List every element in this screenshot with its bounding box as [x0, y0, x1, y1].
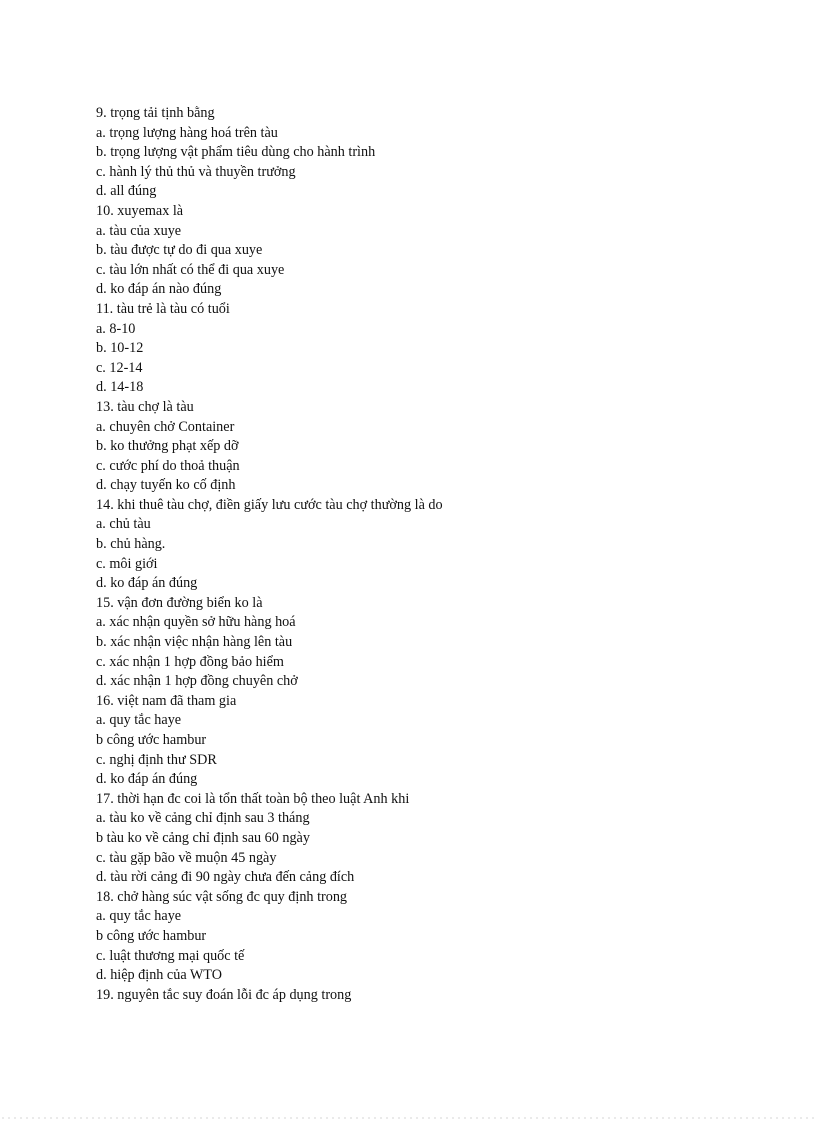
document-line: c. xác nhận 1 hợp đồng bảo hiểm — [96, 653, 284, 670]
document-line: a. tàu ko về cảng chỉ định sau 3 tháng — [96, 810, 310, 827]
document-line: 15. vận đơn đường biển ko là — [96, 594, 263, 611]
document-line: d. ko đáp án đúng — [96, 575, 198, 592]
document-line: d. chạy tuyến ko cố định — [96, 477, 236, 494]
document-line: d. xác nhận 1 hợp đồng chuyên chở — [96, 673, 298, 690]
document-line: d. tàu rời cảng đi 90 ngày chưa đến cảng đích — [96, 869, 355, 886]
document-line: b. chủ hàng. — [96, 536, 166, 553]
document-line: b. 10-12 — [96, 340, 144, 357]
document-line: d. ko đáp án nào đúng — [96, 281, 222, 298]
page-bottom-border — [0, 1117, 816, 1119]
document-line: b tàu ko về cảng chỉ định sau 60 ngày — [96, 829, 310, 846]
document-line: d. 14-18 — [96, 379, 144, 396]
document-line: c. hành lý thủ thủ và thuyền trưởng — [96, 163, 296, 180]
document-line: 17. thời hạn đc coi là tổn thất toàn bộ theo luật Anh khi — [96, 790, 410, 807]
document-line: c. nghị định thư SDR — [96, 751, 217, 768]
document-line: a. quy tắc haye — [96, 908, 182, 925]
document-line: 16. việt nam đã tham gia — [96, 692, 237, 709]
document-line: d. all đúng — [96, 183, 157, 200]
document-line: a. quy tắc haye — [96, 712, 182, 729]
document-line: c. luật thương mại quốc tế — [96, 947, 245, 964]
document-line: a. chủ tàu — [96, 516, 151, 533]
document-line: a. trọng lượng hàng hoá trên tàu — [96, 124, 278, 141]
document-line: a. tàu của xuye — [96, 222, 182, 239]
document-line: 18. chở hàng súc vật sống đc quy định trong — [96, 888, 348, 905]
document-line: b. trọng lượng vật phẩm tiêu dùng cho hành trình — [96, 144, 376, 161]
document-line: 19. nguyên tắc suy đoán lỗi đc áp dụng trong — [96, 986, 352, 1003]
document-line: b. tàu được tự do đi qua xuye — [96, 242, 263, 259]
document-line: 9. trọng tải tịnh bằng — [96, 105, 215, 121]
document-line: b công ước hambur — [96, 732, 207, 748]
document-line: a. 8-10 — [96, 320, 136, 337]
document-line: 14. khi thuê tàu chợ, điền giấy lưu cước tàu chợ thường là do — [96, 496, 443, 513]
document-body — [96, 104, 776, 1005]
document-line: a. xác nhận quyền sở hữu hàng hoá — [96, 614, 296, 631]
document-line: b. ko thưởng phạt xếp dỡ — [96, 438, 239, 455]
document-line: d. ko đáp án đúng — [96, 771, 198, 788]
document-line: 10. xuyemax là — [96, 202, 184, 219]
document-line: b công ước hambur — [96, 927, 207, 944]
document-line: a. chuyên chở Container — [96, 418, 235, 435]
document-line: c. tàu gặp bão về muộn 45 ngày — [96, 849, 277, 866]
document-line: 13. tàu chợ là tàu — [96, 398, 194, 415]
document-line: c. tàu lớn nhất có thể đi qua xuye — [96, 261, 285, 278]
document-line: c. môi giới — [96, 555, 158, 572]
document-line: c. cước phí do thoả thuận — [96, 457, 240, 474]
document-line: 11. tàu trẻ là tàu có tuổi — [96, 300, 230, 317]
document-line: c. 12-14 — [96, 359, 143, 376]
document-line: d. hiệp định của WTO — [96, 967, 222, 984]
document-line: b. xác nhận việc nhận hàng lên tàu — [96, 634, 293, 651]
